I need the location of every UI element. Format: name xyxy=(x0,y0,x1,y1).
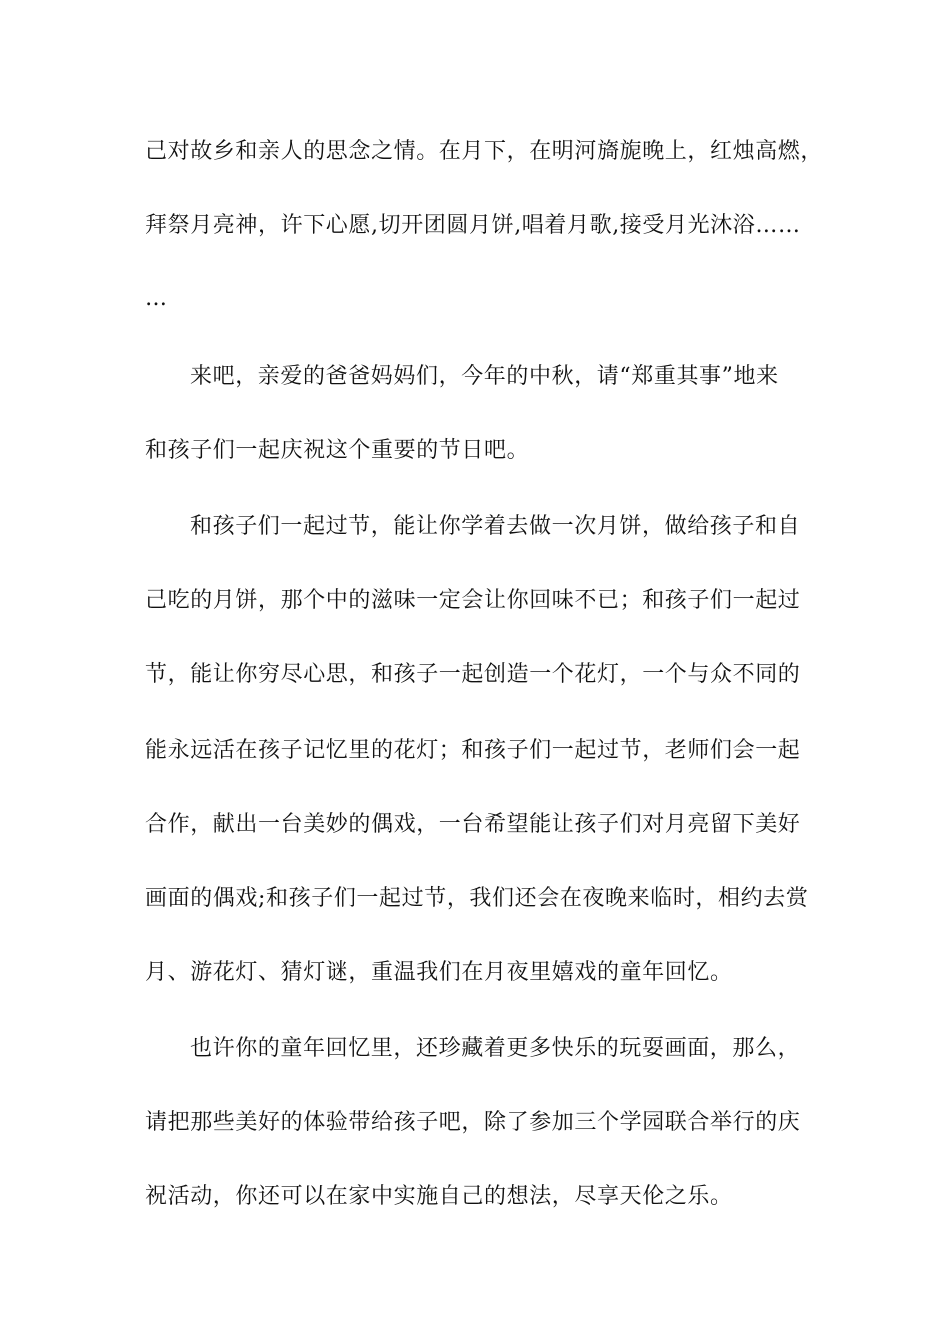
text-line: 也许你的童年回忆里，还珍藏着更多快乐的玩耍画面，那么， xyxy=(190,1036,801,1061)
text-line: 和孩子们一起庆祝这个重要的节日吧。 xyxy=(145,438,530,463)
text-line: 合作，献出一台美妙的偶戏，一台希望能让孩子们对月亮留下美好 xyxy=(145,812,801,837)
text-line: 拜祭月亮神，许下心愿,切开团圆月饼,唱着月歌,接受月光沐浴…… xyxy=(145,213,801,238)
text-line: 来吧，亲爱的爸爸妈妈们，今年的中秋，请“郑重其事”地来 xyxy=(190,364,779,389)
text-line: 祝活动，你还可以在家中实施自己的想法，尽享天伦之乐。 xyxy=(145,1184,733,1209)
text-line: 节，能让你穷尽心思，和孩子一起创造一个花灯，一个与众不同的 xyxy=(145,662,801,687)
text-line: 能永远活在孩子记忆里的花灯；和孩子们一起过节，老师们会一起 xyxy=(145,738,801,763)
text-line: 画面的偶戏;和孩子们一起过节，我们还会在夜晚来临时，相约去赏 xyxy=(145,886,809,911)
text-line: 和孩子们一起过节，能让你学着去做一次月饼，做给孩子和自 xyxy=(190,514,801,539)
text-line: 己吃的月饼，那个中的滋味一定会让你回味不已；和孩子们一起过 xyxy=(145,588,801,613)
text-line: 己对故乡和亲人的思念之情。在月下，在明河旖旎晚上，红烛高燃， xyxy=(145,139,824,164)
text-line: … xyxy=(145,286,168,311)
text-line: 月、游花灯、猜灯谜，重温我们在月夜里嬉戏的童年回忆。 xyxy=(145,960,733,985)
text-line: 请把那些美好的体验带给孩子吧，除了参加三个学园联合举行的庆 xyxy=(145,1110,801,1135)
